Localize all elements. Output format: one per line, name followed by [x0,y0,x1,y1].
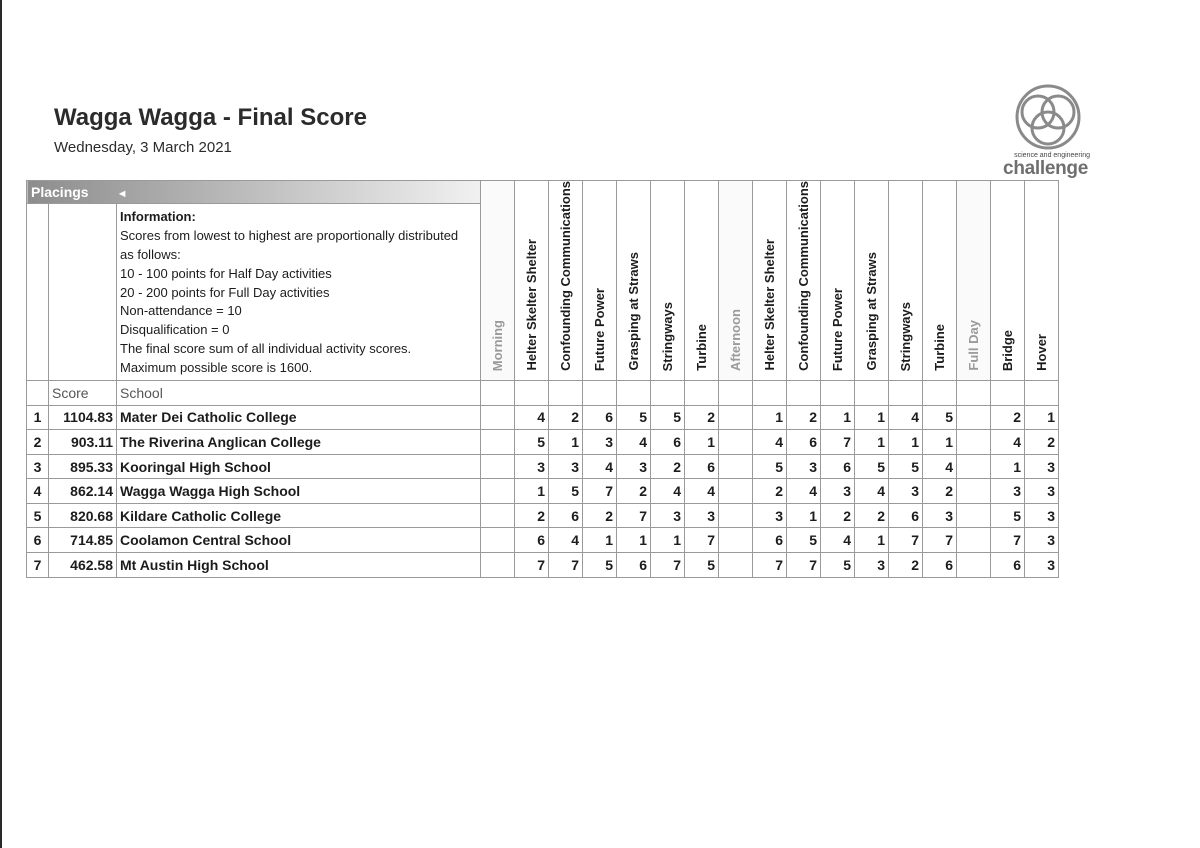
placing-cell [957,528,991,553]
page-title: Wagga Wagga - Final Score [54,104,367,131]
header-cell [719,380,753,405]
placing-cell: 7 [889,528,923,553]
score-cell: 714.85 [49,528,117,553]
info-spacer [27,204,49,381]
placing-cell: 7 [753,553,787,578]
placing-cell: 2 [923,479,957,504]
placing-cell: 1 [1025,405,1059,430]
header-cell [1025,380,1059,405]
final-score-table [26,180,1059,578]
placing-cell: 3 [787,454,821,479]
placing-cell: 1 [855,430,889,455]
column-header-row [27,380,1059,405]
placing-cell: 2 [549,405,583,430]
table-row [27,553,1059,578]
col-confounding-communications-pm: Confounding Communications [787,181,821,381]
placing-cell: 7 [787,553,821,578]
score-cell: 1104.83 [49,405,117,430]
placing-cell: 3 [889,479,923,504]
header-cell [617,380,651,405]
placings-header [27,181,481,204]
rank-cell: 1 [27,405,49,430]
school-cell: Kooringal High School [117,454,481,479]
rank-cell: 5 [27,503,49,528]
placing-cell: 3 [923,503,957,528]
placing-cell: 4 [923,454,957,479]
placing-cell: 2 [991,405,1025,430]
score-header: Score [49,380,117,405]
col-confounding-communications-am: Confounding Communications [549,181,583,381]
placing-cell: 6 [923,553,957,578]
placing-cell: 3 [821,479,855,504]
placing-cell: 6 [685,454,719,479]
col-stringways-am: Stringways [651,181,685,381]
info-line: as follows: [120,246,181,262]
placing-cell [719,503,753,528]
placing-cell: 4 [787,479,821,504]
placing-cell: 7 [617,503,651,528]
table-row [27,405,1059,430]
info-line: 10 - 100 points for Half Day activities [120,265,332,281]
placing-cell: 5 [515,430,549,455]
placing-cell: 7 [549,553,583,578]
col-grasping-at-straws-pm: Grasping at Straws [855,181,889,381]
placing-cell: 3 [515,454,549,479]
page-date: Wednesday, 3 March 2021 [54,139,232,156]
placing-cell: 3 [1025,553,1059,578]
interlocking-rings-logo-icon [1006,82,1090,152]
col-future-power-am: Future Power [583,181,617,381]
placing-cell [957,553,991,578]
placing-cell: 2 [889,553,923,578]
col-helter-skelter-shelter-am: Helter Skelter Shelter [515,181,549,381]
col-future-power-pm: Future Power [821,181,855,381]
placing-cell: 6 [617,553,651,578]
info-line: 20 - 200 points for Full Day activities [120,284,330,300]
placing-cell: 5 [617,405,651,430]
school-cell: Kildare Catholic College [117,503,481,528]
placing-cell: 5 [549,479,583,504]
placing-cell: 6 [991,553,1025,578]
score-cell: 862.14 [49,479,117,504]
school-cell: Mt Austin High School [117,553,481,578]
school-cell: Wagga Wagga High School [117,479,481,504]
header-cell [855,380,889,405]
placing-cell: 3 [549,454,583,479]
school-cell: Coolamon Central School [117,528,481,553]
placing-cell: 1 [923,430,957,455]
placing-cell: 6 [889,503,923,528]
placing-cell: 2 [855,503,889,528]
placing-cell: 3 [855,553,889,578]
placing-cell: 6 [583,405,617,430]
placing-cell [957,503,991,528]
col-turbine-pm: Turbine [923,181,957,381]
placing-cell: 2 [787,405,821,430]
school-header: School [117,380,481,405]
placing-cell: 5 [889,454,923,479]
placing-cell: 7 [991,528,1025,553]
placing-cell: 4 [515,405,549,430]
header-cell [787,380,821,405]
placing-cell: 4 [651,479,685,504]
placing-cell: 5 [651,405,685,430]
score-cell: 820.68 [49,503,117,528]
placing-cell: 1 [549,430,583,455]
placing-cell [957,430,991,455]
placing-cell: 1 [651,528,685,553]
header-cell [481,380,515,405]
placing-cell: 4 [583,454,617,479]
info-line: Disqualification = 0 [120,322,230,338]
placing-cell: 1 [821,405,855,430]
school-cell: The Riverina Anglican College [117,430,481,455]
table-row [27,454,1059,479]
placing-cell: 1 [991,454,1025,479]
info-line: The final score sum of all individual activity scores. [120,340,412,356]
header-cell [889,380,923,405]
school-cell: Mater Dei Catholic College [117,405,481,430]
placing-cell: 5 [991,503,1025,528]
table-row [27,528,1059,553]
placing-cell [481,528,515,553]
header-cell [991,380,1025,405]
score-cell: 895.33 [49,454,117,479]
placing-cell: 1 [787,503,821,528]
collapse-arrow-icon[interactable]: ◄ [116,188,128,201]
placing-cell: 2 [583,503,617,528]
logo-wordmark: challenge [1003,158,1088,179]
placing-cell: 4 [889,405,923,430]
placing-cell: 6 [787,430,821,455]
placing-cell: 3 [685,503,719,528]
placing-cell: 7 [685,528,719,553]
placing-cell [719,479,753,504]
challenge-logo [1000,80,1100,180]
placing-cell: 3 [617,454,651,479]
placing-cell: 5 [923,405,957,430]
col-hover: Hover [1025,181,1059,381]
placing-cell: 1 [583,528,617,553]
placing-cell [481,503,515,528]
placing-cell: 1 [753,405,787,430]
col-turbine-am: Turbine [685,181,719,381]
placing-cell: 3 [1025,503,1059,528]
placing-cell: 3 [991,479,1025,504]
placing-cell: 7 [923,528,957,553]
placing-cell: 6 [753,528,787,553]
placing-cell: 7 [651,553,685,578]
placing-cell: 4 [617,430,651,455]
placing-cell: 5 [583,553,617,578]
placing-cell: 2 [651,454,685,479]
placing-cell: 4 [549,528,583,553]
table-row [27,430,1059,455]
placing-cell: 4 [821,528,855,553]
col-stringways-pm: Stringways [889,181,923,381]
placing-cell [957,479,991,504]
placing-cell: 4 [753,430,787,455]
placing-cell: 1 [617,528,651,553]
placing-cell [719,454,753,479]
placing-cell [481,454,515,479]
placing-cell: 3 [1025,454,1059,479]
placing-cell: 6 [549,503,583,528]
placing-cell [719,405,753,430]
placing-cell: 4 [991,430,1025,455]
rank-cell: 3 [27,454,49,479]
placing-cell: 1 [855,405,889,430]
col-bridge: Bridge [991,181,1025,381]
placing-cell: 5 [753,454,787,479]
col-grasping-at-straws-am: Grasping at Straws [617,181,651,381]
placing-cell: 2 [753,479,787,504]
placing-cell: 6 [821,454,855,479]
placing-cell [957,454,991,479]
placing-cell: 7 [515,553,549,578]
placing-cell: 2 [617,479,651,504]
placing-cell: 3 [651,503,685,528]
score-cell: 462.58 [49,553,117,578]
info-heading: Information: [120,209,196,225]
placing-cell: 7 [583,479,617,504]
placing-cell: 3 [1025,479,1059,504]
header-cell [685,380,719,405]
placing-cell: 2 [685,405,719,430]
placing-cell: 1 [685,430,719,455]
table-row [27,479,1059,504]
header-cell [549,380,583,405]
placing-cell: 6 [515,528,549,553]
header-cell [957,380,991,405]
placing-cell: 2 [821,503,855,528]
table-row [27,503,1059,528]
placings-label: Placings [31,184,89,201]
placing-cell: 2 [1025,430,1059,455]
header-cell [753,380,787,405]
info-spacer [49,204,117,381]
placing-cell [719,553,753,578]
placing-cell: 1 [515,479,549,504]
section-morning: Morning [481,181,515,381]
placing-cell [481,553,515,578]
placing-cell: 3 [753,503,787,528]
placing-cell: 5 [787,528,821,553]
rank-cell: 6 [27,528,49,553]
placing-cell: 6 [651,430,685,455]
placing-cell: 3 [583,430,617,455]
info-line: Maximum possible score is 1600. [120,359,313,375]
information-block [117,204,481,381]
header-cell [515,380,549,405]
rank-cell: 2 [27,430,49,455]
logo-tagline: science and engineering [1014,152,1090,159]
placing-cell [719,430,753,455]
placing-cell [719,528,753,553]
placing-cell: 5 [821,553,855,578]
header-cell [651,380,685,405]
placing-cell [481,479,515,504]
rank-header [27,380,49,405]
score-rows [27,405,1059,577]
header-cell [923,380,957,405]
placing-cell: 4 [685,479,719,504]
placing-cell: 1 [889,430,923,455]
placing-cell: 7 [821,430,855,455]
page-edge-line [0,0,2,848]
placing-cell: 4 [855,479,889,504]
placing-cell: 5 [855,454,889,479]
section-afternoon: Afternoon [719,181,753,381]
col-helter-skelter-shelter-pm: Helter Skelter Shelter [753,181,787,381]
placing-cell [957,405,991,430]
placing-cell: 1 [855,528,889,553]
score-cell: 903.11 [49,430,117,455]
header-cell [821,380,855,405]
rank-cell: 7 [27,553,49,578]
header-cell [583,380,617,405]
info-line: Scores from lowest to highest are proportionally distributed [120,228,459,244]
rank-cell: 4 [27,479,49,504]
placing-cell: 5 [685,553,719,578]
placing-cell: 2 [515,503,549,528]
section-full-day: Full Day [957,181,991,381]
placing-cell [481,430,515,455]
info-line: Non-attendance = 10 [120,303,242,319]
placing-cell [481,405,515,430]
placing-cell: 3 [1025,528,1059,553]
